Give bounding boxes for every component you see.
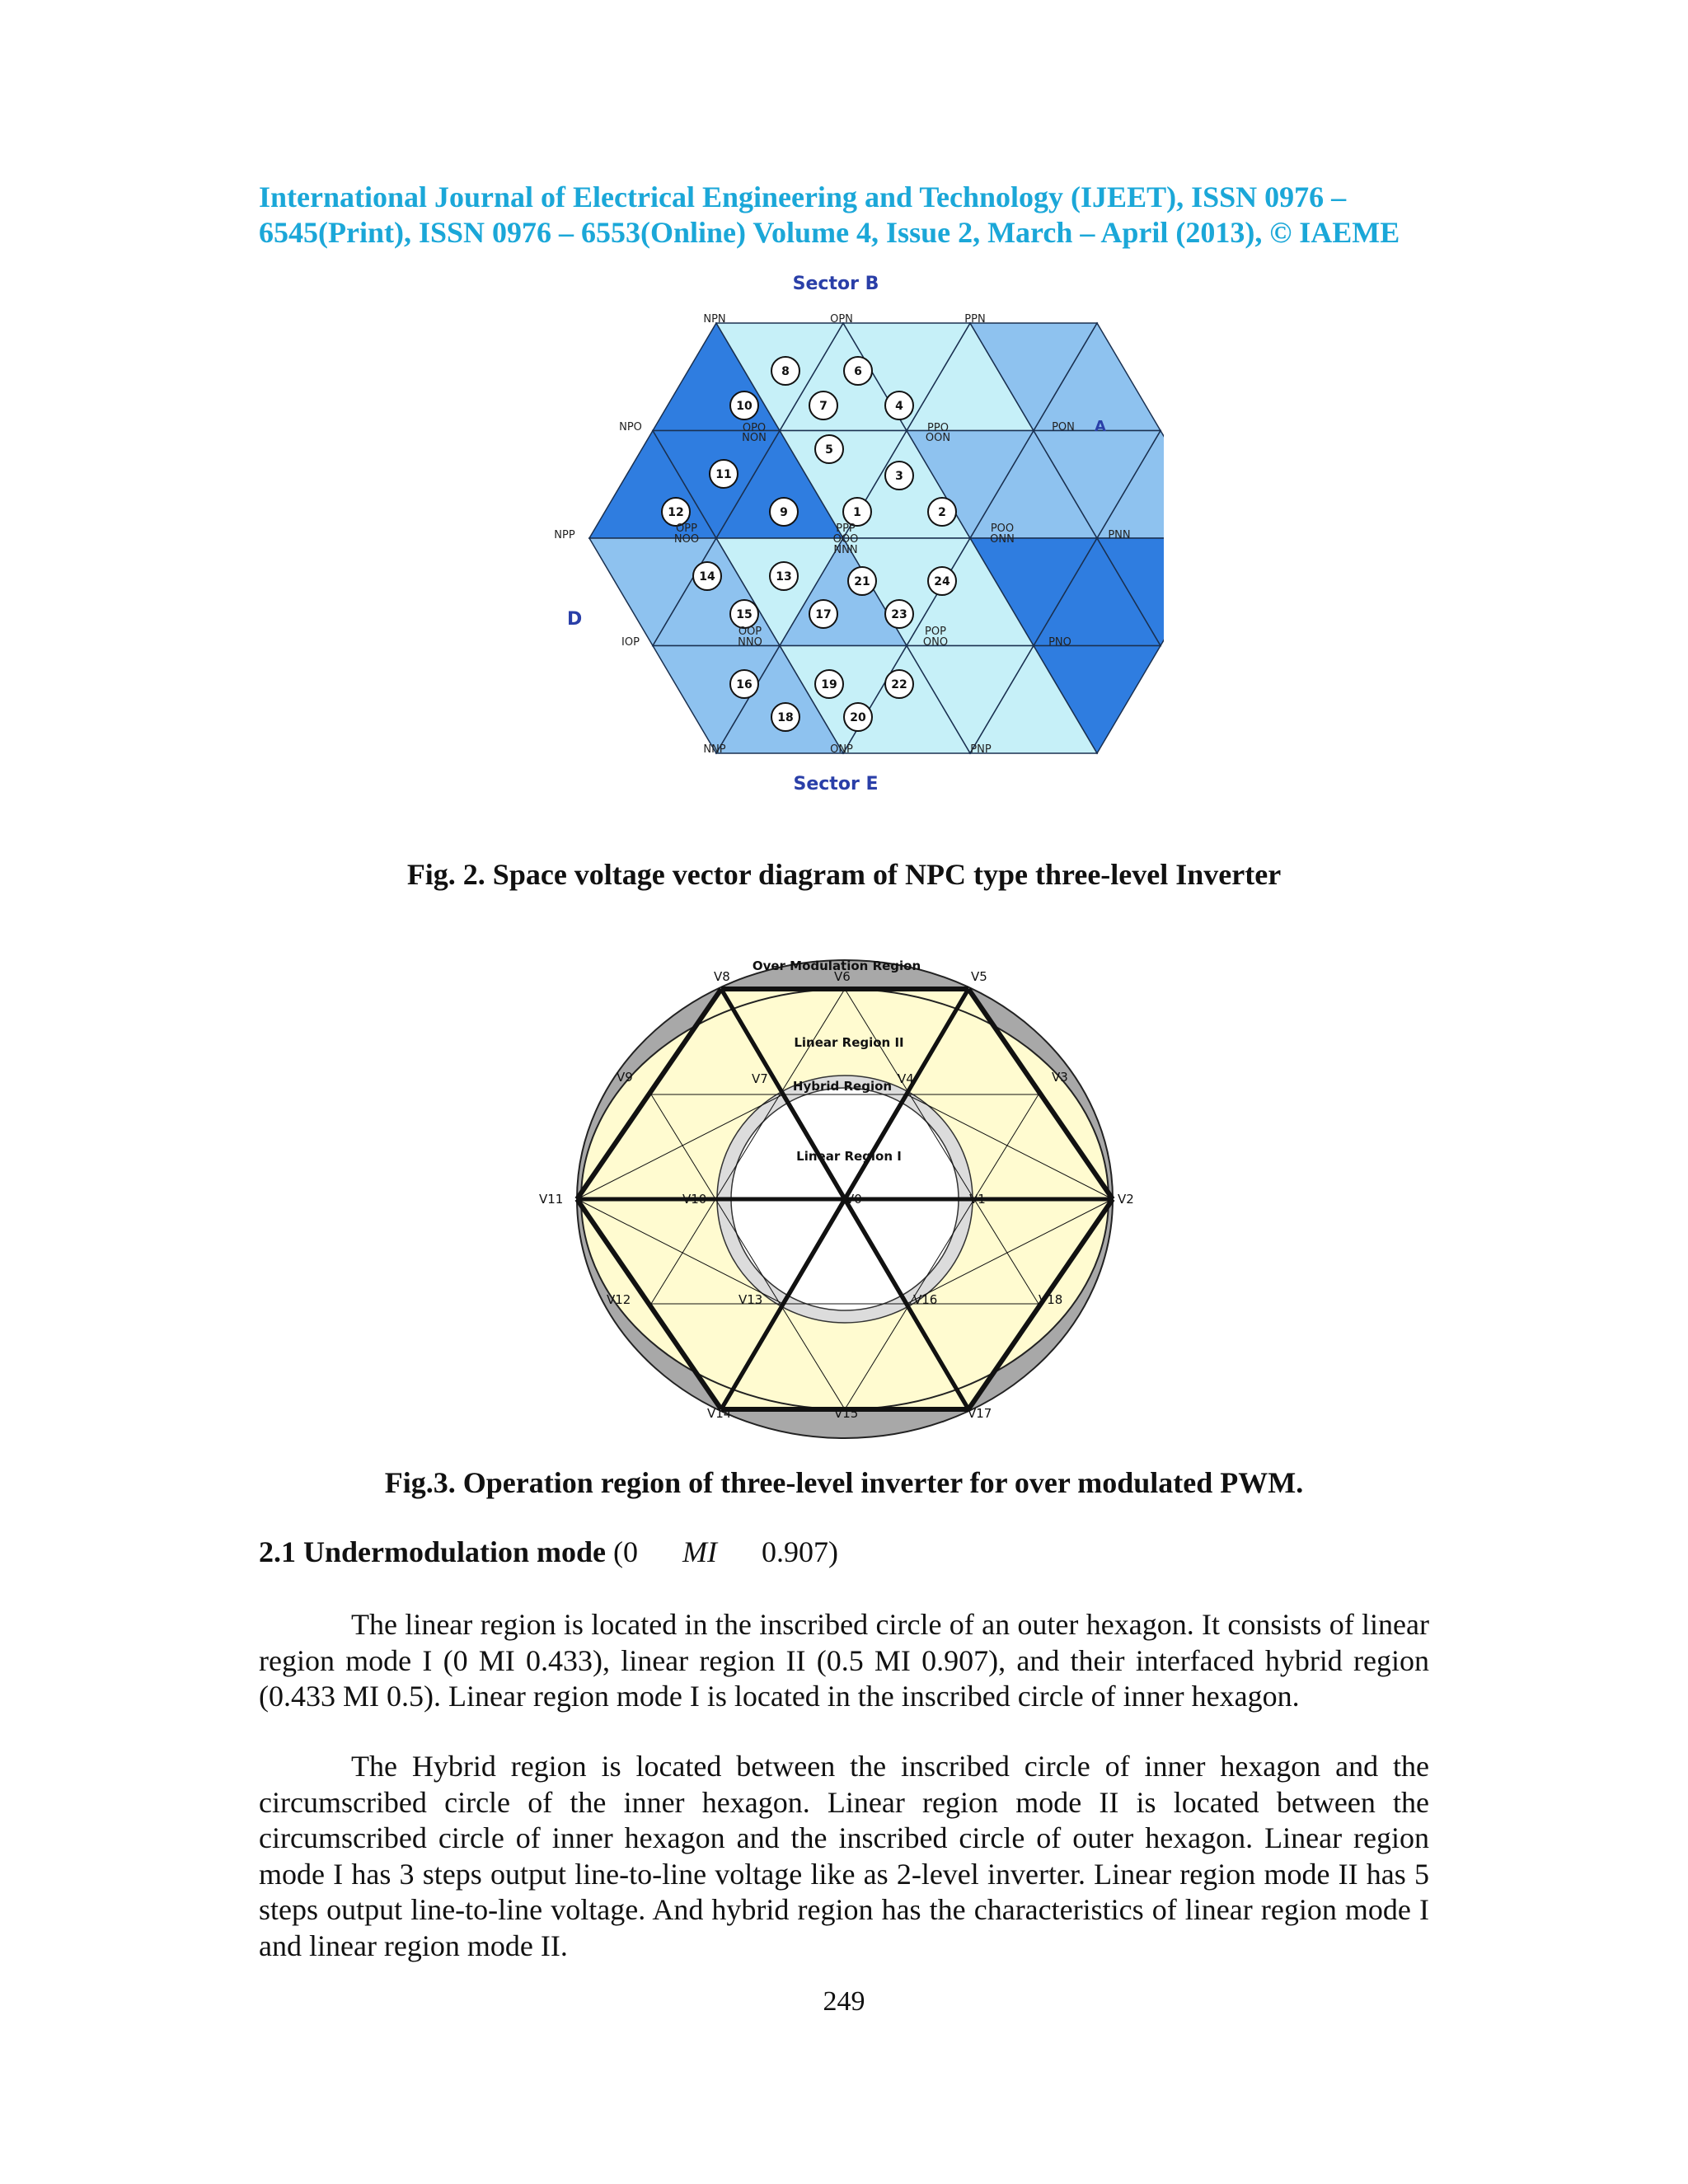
side-a-label: A [1095,418,1106,435]
section-range-open: (0 [613,1535,639,1568]
region-number-5 [815,435,843,463]
header-line-2: 6545(Print), ISSN 0976 – 6553(Online) Volume 4, Issue 2, March – April (2013), © IAEME [259,216,1400,249]
vertex-ppn: PPN [964,313,986,326]
svg-text:20: 20 [850,711,866,724]
region-number-7 [809,391,837,419]
vertex-opp: OPP [676,523,697,535]
svg-text:23: 23 [891,608,907,621]
svg-text:8: 8 [781,365,790,378]
svg-text:4: 4 [895,400,903,413]
vertex-npn: NPN [703,313,726,326]
region-number-9 [770,498,798,526]
section-title: 2.1 Undermodulation mode [259,1535,607,1568]
linear-region-2-label: Linear Region II [794,1035,904,1050]
vector-label-v4: V4 [898,1071,914,1086]
region-number-14 [693,562,721,590]
linear-region-1-label: Linear Region I [796,1149,902,1164]
vector-label-v15: V15 [834,1406,859,1421]
vector-label-v1: V1 [969,1192,986,1207]
vertex-noo: NOO [673,533,700,546]
vector-label-v0: V0 [846,1192,862,1207]
svg-text:10: 10 [736,400,753,413]
svg-text:5: 5 [825,443,833,457]
vertex-ono: ONO [922,636,949,649]
svg-text:6: 6 [854,365,862,378]
vector-label-v9: V9 [617,1070,633,1085]
vertex-pnp: PNP [970,743,992,756]
vector-label-v8: V8 [714,969,730,984]
svg-text:16: 16 [736,678,753,691]
region-number-2 [928,498,956,526]
svg-text:15: 15 [736,608,753,621]
region-number-16 [730,670,758,698]
svg-text:7: 7 [819,400,828,413]
svg-text:12: 12 [668,506,684,519]
region-number-17 [809,600,837,628]
over-modulation-label: Over Modulation Region [752,958,921,973]
vector-label-v3: V3 [1052,1070,1068,1085]
vertex-onn: ONN [990,533,1015,546]
paragraph-1: The linear region is located in the inscribed circle of an outer hexagon. It consists of linear region mode I (0 MI 0.433), linear region II (0.5 MI 0.907), and their interfaced hybrid region (0.433 MI 0.5). Linear region mode I is located in the inscribed circle of inner hexagon. [259,1608,1429,1713]
vertex-ooo: OOO [832,533,859,546]
vector-label-v2: V2 [1118,1192,1134,1207]
svg-text:17: 17 [815,608,832,621]
vertex-poo: POO [990,523,1015,535]
vertex-pon: PON [1052,421,1075,434]
vertex-oon: OON [925,432,951,444]
region-number-15 [730,600,758,628]
svg-text:13: 13 [776,570,792,583]
side-d-label: D [567,609,583,630]
vertex-opn: OPN [830,313,853,326]
vertex-npo: NPO [619,421,642,434]
region-number-24 [928,567,956,595]
vertex-pop: POP [925,626,946,638]
region-number-23 [885,600,913,628]
region-number-21 [848,567,876,595]
region-number-20 [844,703,872,731]
svg-text:21: 21 [854,575,870,588]
figure-3-caption: Fig.3. Operation region of three-level inverter for over modulated PWM. [384,1466,1304,1499]
vertex-nno: NNO [738,636,762,649]
vertex-non: NON [742,432,767,444]
vertex-ppo: PPO [927,422,949,434]
operation-region-diagram [528,948,1162,1442]
vector-label-v6: V6 [834,969,851,984]
section-heading [259,1535,838,1569]
vertex-npp: NPP [554,529,575,541]
journal-header [259,180,1429,251]
vertex-onp: ONP [830,743,853,756]
region-number-19 [815,670,843,698]
svg-text:3: 3 [895,470,903,483]
vector-label-v17: V17 [968,1406,992,1421]
region-number-10 [730,391,758,419]
svg-text:14: 14 [699,570,715,583]
vector-label-v7: V7 [752,1071,768,1086]
vector-label-v14: V14 [707,1406,732,1421]
paragraph-2: The Hybrid region is located between the inscribed circle of inner hexagon and the circumscribed circle of the inner hexagon. Linear region mode II is located between the circumscribed circle of inner hexagon and the inscribed circle of outer hexagon. Linear region mode I has 3 steps output line-to-line voltage like as 2-level inverter. Linear region mode II has 5 steps output line-to-line voltage. And hybrid region has the characteristics of linear region mode I and linear region mode II. [259,1750,1429,1962]
vector-label-v11: V11 [539,1192,564,1207]
svg-text:2: 2 [938,506,946,519]
region-number-11 [710,460,738,488]
region-number-1 [843,498,871,526]
figure-2-caption: Fig. 2. Space voltage vector diagram of NPC type three-level Inverter [406,858,1282,891]
vertex-iop: IOP [621,636,640,649]
vertex-pnn: PNN [1108,529,1131,541]
region-number-22 [885,670,913,698]
vector-label-v5: V5 [971,969,987,984]
vector-label-v12: V12 [607,1292,631,1307]
svg-text:22: 22 [891,678,907,691]
region-number-6 [844,357,872,385]
region-number-13 [770,562,798,590]
vector-label-v16: V16 [913,1292,938,1307]
svg-text:18: 18 [777,711,794,724]
svg-text:24: 24 [934,575,950,588]
svg-text:11: 11 [715,468,732,481]
vertex-nnn: NNN [833,544,858,556]
space-vector-diagram [544,268,1164,837]
vertex-oop: OOP [738,626,762,638]
vector-label-v18: V18 [1039,1292,1063,1307]
page-number: 249 [823,1986,865,2017]
vertex-opo: OPO [742,422,767,434]
region-number-4 [885,391,913,419]
region-number-3 [885,462,913,490]
header-line-1: International Journal of Electrical Engineering and Technology (IJEET), ISSN 0976 – [259,180,1347,213]
section-range-close: 0.907) [762,1535,839,1568]
region-number-12 [662,498,690,526]
vertex-pno: PNO [1048,636,1071,649]
sector-b-label: Sector B [792,274,879,294]
svg-text:19: 19 [821,678,837,691]
region-number-18 [771,703,799,731]
region-number-8 [771,357,799,385]
vertex-nnp: NNP [703,743,726,756]
sector-e-label: Sector E [793,774,879,794]
vector-label-v13: V13 [738,1292,763,1307]
hybrid-region-label: Hybrid Region [792,1079,893,1094]
svg-text:9: 9 [780,506,788,519]
svg-text:1: 1 [853,506,861,519]
vector-label-v10: V10 [682,1192,707,1207]
section-mi: MI [682,1535,718,1568]
vertex-ppp: PPP [836,523,856,535]
